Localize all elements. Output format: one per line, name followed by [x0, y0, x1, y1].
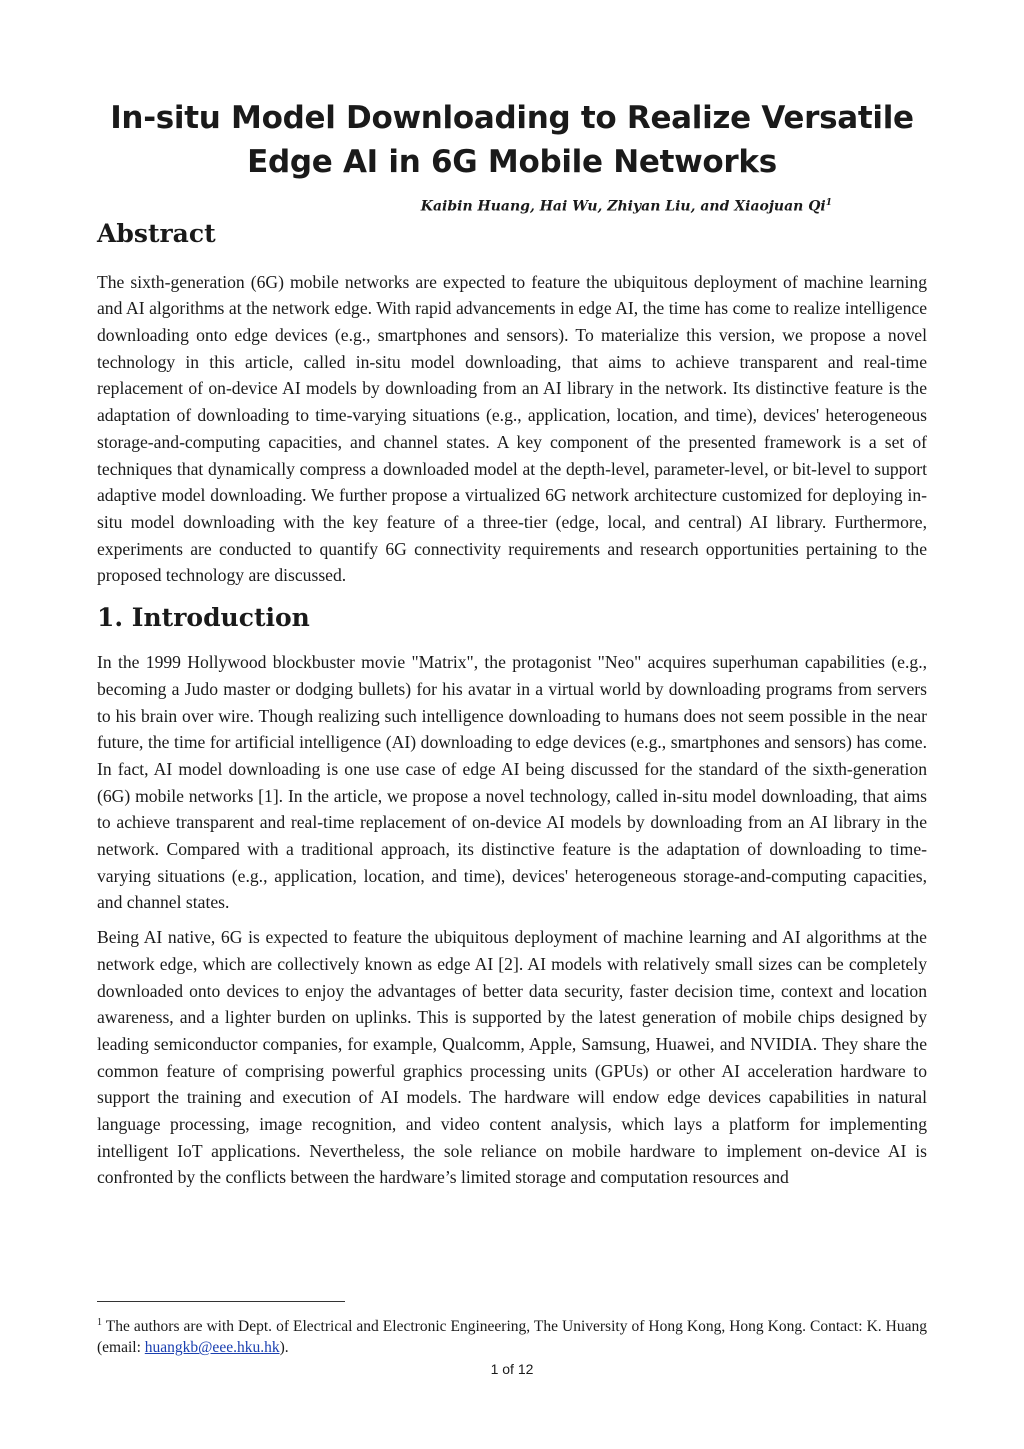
page-number: 1 of 12: [490, 1361, 534, 1377]
introduction-paragraph-1: In the 1999 Hollywood blockbuster movie "Matrix", the protagonist "Neo" acquires superhuman capabilities (e.g., becoming a Judo master or dodging bullets) for his avatar in a virtual world by downloading programs from servers to his brain over wire. Though realizing such intelligence downloading to humans does not seem possible in the near future, the time for artificial intelligence (AI) downloading to edge devices (e.g., smartphones and sensors) has come. In fact, AI model downloading is one use case of edge AI being discussed for the standard of the sixth-generation (6G) mobile networks [1]. In the article, we propose a novel technology, called in-situ model downloading, that aims to achieve transparent and real-time replacement of on-device AI models by downloading from an AI library in the network. Compared with a traditional approach, its distinctive feature is the adaptation of downloading to time-varying situations (e.g., application, location, and time), devices' heterogeneous storage-and-computing capacities, and channel states.: [97, 652, 927, 913]
introduction-heading: 1. Introduction: [97, 603, 310, 633]
footnote: [97, 1312, 927, 1358]
abstract-text: The sixth-generation (6G) mobile networks are expected to feature the ubiquitous deployment of machine learning and AI algorithms at the network edge. With rapid advancements in edge AI, the time has come to realize intelligence downloading onto edge devices (e.g., smartphones and sensors). To materialize this version, we propose a novel technology in this article, called in-situ model downloading, that aims to achieve transparent and real-time replacement of on-device AI models by downloading from an AI library in the network. Its distinctive feature is the adaptation of downloading to time-varying situations (e.g., application, location, and time), devices' heterogeneous storage-and-computing capacities, and channel states. A key component of the presented framework is a set of techniques that dynamically compress a downloaded model at the depth-level, parameter-level, or bit-level to support adaptive model downloading. We further propose a virtualized 6G network architecture customized for deploying in-situ model downloading with the key feature of a three-tier (edge, local, and central) AI library. Furthermore, experiments are conducted to quantify 6G connectivity requirements and research opportunities pertaining to the proposed technology are discussed.: [97, 271, 927, 586]
footnote-end: ).: [279, 1339, 289, 1357]
paper-title: In-situ Model Downloading to Realize Versatile Edge AI in 6G Mobile Networks: [110, 100, 914, 180]
paper-page: [97, 96, 927, 1191]
footnote-text: The authors are with Dept. of Electrical and Electronic Engineering, The University of Hong Kong, Hong Kong. Contact: K. Huang (email:: [97, 1318, 927, 1357]
abstract-heading: Abstract: [97, 218, 216, 248]
footnote-mark: 1: [97, 1317, 102, 1328]
email-link[interactable]: huangkb@eee.hku.hk: [144, 1339, 280, 1357]
author-footnote-mark: 1: [825, 198, 832, 208]
footnote-divider: [97, 1301, 345, 1302]
author-list: [97, 198, 927, 215]
authors-text: Kaibin Huang, Hai Wu, Zhiyan Liu, and Xiaojuan Qi: [420, 198, 826, 215]
introduction-paragraph-2: Being AI native, 6G is expected to feature the ubiquitous deployment of machine learning and AI algorithms at the network edge, which are collectively known as edge AI [2]. AI models with relatively small sizes can be completely downloaded onto devices to enjoy the advantages of better data security, faster decision time, context and location awareness, and a lighter burden on uplinks. This is supported by the latest generation of mobile chips designed by leading semiconductor companies, for example, Qualcomm, Apple, Samsung, Huawei, and NVIDIA. They share the common feature of comprising powerful graphics processing units (GPUs) or other AI acceleration hardware to support the training and execution of AI models. The hardware will endow edge devices capabilities in natural language processing, image recognition, and video content analysis, which lays a platform for implementing intelligent IoT applications. Nevertheless, the sole reliance on mobile hardware to implement on-device AI is confronted by the conflicts between the hardware’s limited storage and computation resources and: [97, 927, 927, 1188]
